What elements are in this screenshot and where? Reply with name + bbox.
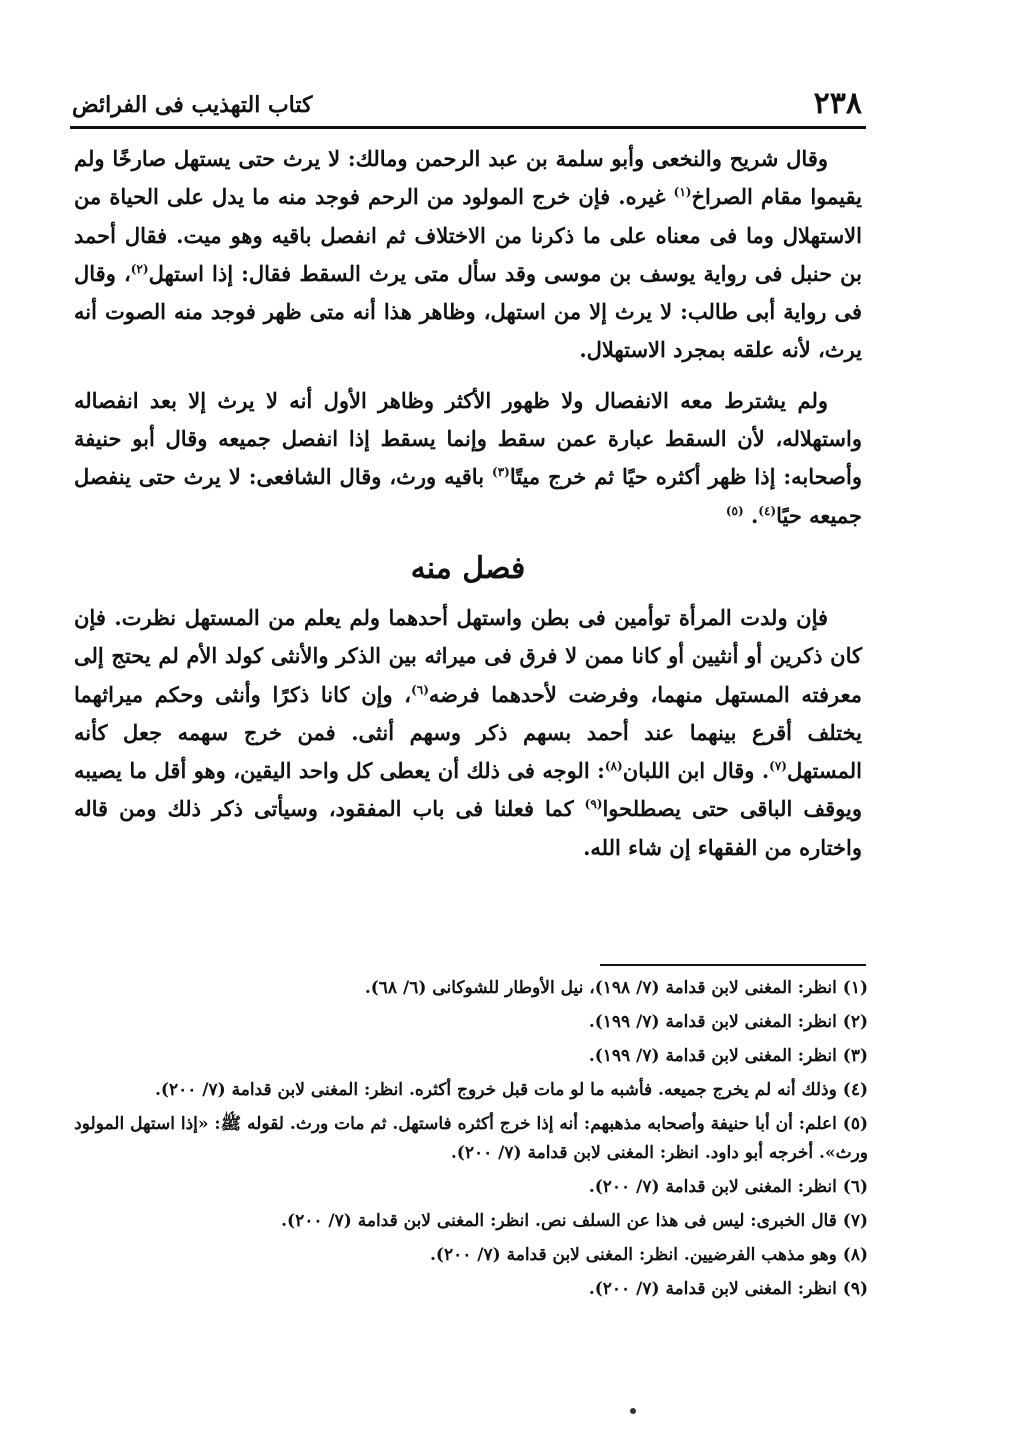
footnote-2: (٢) انظر: المغنى لابن قدامة (٧/ ١٩٩). [588,1012,868,1032]
footnote-5: (٥) اعلم: أن أبا حنيفة وأصحابه مذهبهم: أنه إذا خرج أكثره فاستهل. ثم مات ورث. لقوله ﷺ: «إذا استهل المولود ورث». أخرجه أبو داود. انظر: المغنى لابن قدامة (٧/ ٢٠٠). [74,1114,868,1163]
running-title: كتاب التهذيب فى الفرائض [72,92,313,118]
footnote-9: (٩) انظر: المغنى لابن قدامة (٧/ ٢٠٠). [588,1279,868,1299]
footnote-8: (٨) وهو مذهب الفرضيين. انظر: المغنى لابن قدامة (٧/ ٢٠٠). [429,1245,868,1265]
paragraph-2 [74,382,862,535]
paragraph-text: كما فعلنا فى باب المفقود، وسيأتى ذكر ذلك ومن قاله واختاره من الفقهاء إن شاء الله. [74,796,862,860]
footnote-3: (٣) انظر: المغنى لابن قدامة (٧/ ١٩٩). [588,1046,868,1066]
footnote-separator [600,964,866,966]
section-heading: فصل منه [410,550,526,586]
print-speck [630,1408,636,1414]
footnote-ref-5: (٥) [725,503,744,518]
main-text [74,140,862,867]
header-rule [70,126,866,129]
paragraph-text: . [743,502,759,528]
page-header [72,86,862,122]
footnote-ref-7: (٧) [769,759,787,774]
paragraph-text: ، وإن كانا ذكرًا وأنثى وحكم ميراثهما يختلف أقرع بينهما عند أحمد بسهم ذكر وسهم أنثى. فمن خرج سهمه جعل كأنه المستهل [74,681,862,784]
paragraph-text: . وقال ابن اللبان [622,758,770,784]
footnote-ref-6: (٦) [411,682,429,697]
footnotes [74,974,868,1309]
footnote-7: (٧) قال الخبرى: ليس فى هذا عن السلف نص. انظر: المغنى لابن قدامة (٧/ ٢٠٠). [281,1211,868,1231]
paragraph-text: : الوجه فى ذلك أن يعطى كل واحد اليقين، وهو أقل ما يصيبه ويوقف الباقى حتى يصطلحوا [74,758,862,822]
footnote-4: (٤) وذلك أنه لم يخرج جميعه. فأشبه ما لو مات قبل خروج أكثره. انظر: المغنى لابن قدامة (٧/ ٢٠٠). [155,1080,868,1100]
footnote-ref-1: (١) [673,185,692,200]
paragraph-text: ولم يشترط معه الانفصال ولا ظهور الأكثر وظاهر الأول أنه لا يرث إلا بعد انفصاله واستهلاله، لأن السقط عبارة عمن سقط وإنما يسقط إذا انفصل جميعه وقال أبو حنيفة وأصحابه: إذا ظهر أكثره حيًا ثم خرج ميتًا [74,387,862,490]
paragraph-text: باقيه ورث، وقال الشافعى: لا يرث حتى ينفصل جميعه حيًا [74,464,862,528]
footnote-ref-8: (٨) [604,759,623,774]
footnote-ref-4: (٤) [758,503,777,518]
page-number: ٢٣٨ [813,86,862,121]
footnote-1: (١) انظر: المغنى لابن قدامة (٧/ ١٩٨)، نيل الأوطار للشوكانى (٦/ ٦٨). [364,978,868,998]
footnote-ref-3: (٣) [492,465,510,480]
paragraph-text: غيره. فإن خرج المولود من الرحم فوجد منه ما يدل على الحياة من الاستهلال وما فى معناه على ما ذكرنا من الاختلاف ثم انفصل باقيه وهو ميت. فقال أحمد بن حنبل فى رواية يوسف بن موسى وقد سأل متى يرث السقط فقال: إذا استهل [74,184,862,286]
footnote-ref-2: (٢) [130,261,149,276]
footnote-6: (٦) انظر: المغنى لابن قدامة (٧/ ٢٠٠). [588,1177,868,1197]
paragraph-3 [74,599,862,867]
paragraph-text: وقال شريح والنخعى وأبو سلمة بن عبد الرحمن ومالك: لا يرث حتى يستهل صارخًا ولم يقيموا مقام الصراخ [74,146,862,210]
paragraph-text: فإن ولدت المرأة توأمين فى بطن واستهل أحدهما ولم يعلم من المستهل نظرت. فإن كان ذكرين أو أنثيين أو كانا ممن لا فرق فى ميراثه بين الذكر والأنثى كولد الأم لم يحتج إلى معرفته المستهل منهما، وفرضت لأحدهما فرضه [74,604,862,707]
footnote-ref-9: (٩) [584,797,603,812]
paragraph-1 [74,140,862,370]
paragraph-text: ، وقال فى رواية أبى طالب: لا يرث إلا من استهل، وظاهر هذا أنه متى ظهر فوجد منه الصوت أنه يرث، لأنه علقه بمجرد الاستهلال. [74,260,862,363]
